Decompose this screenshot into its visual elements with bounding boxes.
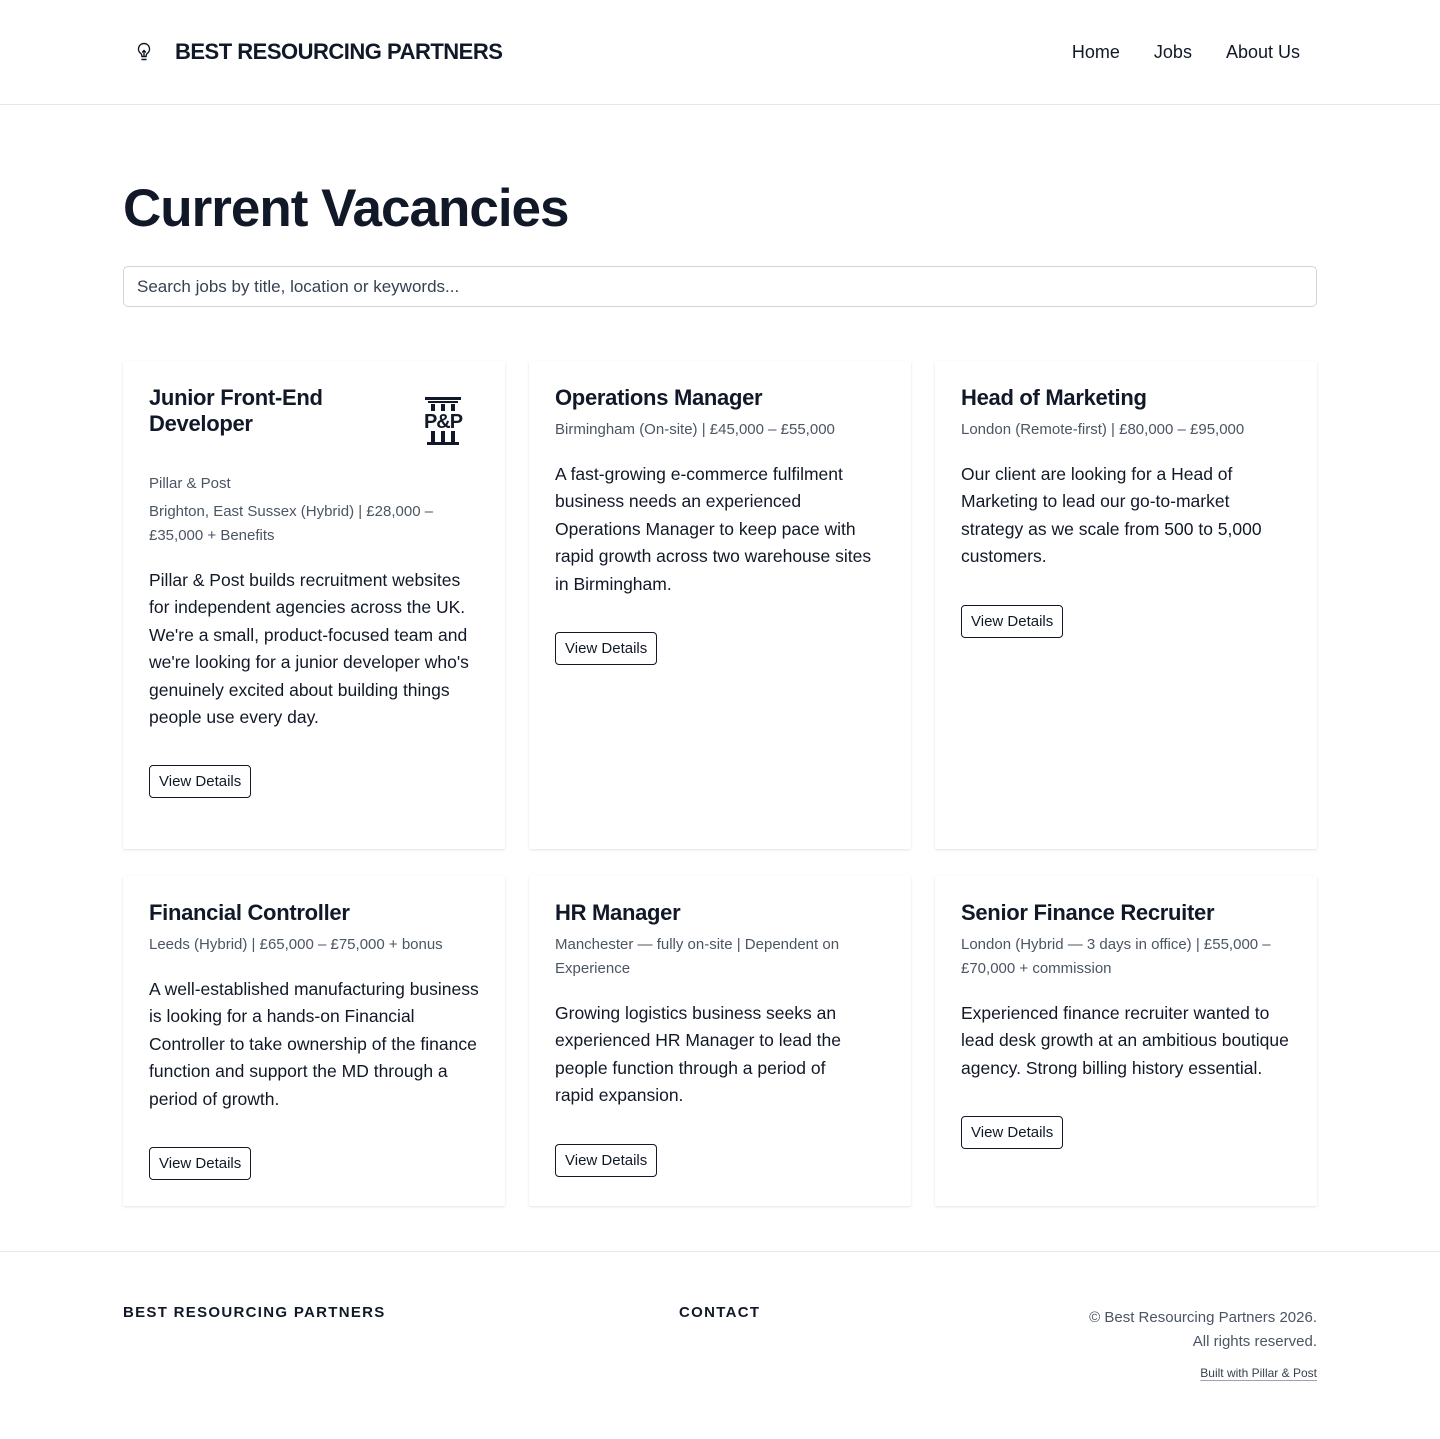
job-card-header (961, 900, 1291, 926)
job-title: Head of Marketing (961, 385, 1147, 410)
job-card (935, 876, 1317, 1206)
job-card (123, 361, 505, 849)
view-details-button[interactable]: View Details (961, 1116, 1063, 1149)
copyright-line-2: All rights reserved. (1192, 1333, 1317, 1350)
view-details-button[interactable]: View Details (149, 1147, 251, 1180)
job-title: Junior Front-End Developer (149, 385, 323, 436)
job-title: Financial Controller (149, 900, 350, 925)
job-card-header (149, 385, 479, 447)
page-title: Current Vacancies (123, 179, 569, 238)
job-meta: Manchester — fully on-site | Dependent on Experience (555, 936, 840, 977)
job-card-header (961, 385, 1291, 411)
job-description: Pillar & Post builds recruitment websites for independent agencies across the UK. We're a small, product-focused team and we're looking for a junior developer who's genuinely excited about building things people use every day. (149, 570, 469, 728)
nav-jobs[interactable]: Jobs (1153, 41, 1192, 62)
job-card-header (149, 900, 479, 926)
view-details-button[interactable]: View Details (149, 765, 251, 798)
footer-brand: BEST RESOURCING PARTNERS (123, 1304, 386, 1321)
job-title: Operations Manager (555, 385, 763, 410)
job-description: Growing logistics business seeks an experienced HR Manager to lead the people function through a period of rapid expansion. (555, 1003, 842, 1106)
company-name: Pillar & Post (149, 475, 231, 492)
job-title: Senior Finance Recruiter (961, 900, 1215, 925)
job-grid (123, 361, 1317, 1206)
site-footer (0, 1251, 1440, 1439)
job-card (935, 361, 1317, 849)
nav-about-us[interactable]: About Us (1225, 41, 1300, 62)
nav-home[interactable]: Home (1071, 41, 1120, 62)
view-details-button[interactable]: View Details (961, 605, 1063, 638)
main-nav (1072, 42, 1300, 63)
job-meta: Birmingham (On-site) | £45,000 – £55,000 (555, 421, 835, 438)
brand-name: BEST RESOURCING PARTNERS (175, 39, 503, 64)
pillar-and-post-logo (417, 395, 469, 447)
view-details-button[interactable]: View Details (555, 632, 657, 665)
job-description: A well-established manufacturing business is looking for a hands-on Financial Controller to take ownership of the finance function and support the MD through a period of growth. (149, 979, 479, 1109)
job-meta: London (Hybrid — 3 days in office) | £55,000 – £70,000 + commission (961, 936, 1271, 977)
job-search-input[interactable] (123, 266, 1317, 307)
site-header (0, 0, 1440, 105)
job-meta: Leeds (Hybrid) | £65,000 – £75,000 + bonus (149, 936, 443, 953)
job-card (123, 876, 505, 1206)
job-description: Experienced finance recruiter wanted to lead desk growth at an ambitious boutique agency. Strong billing history essential. (961, 1003, 1289, 1078)
main-content (0, 179, 1440, 1206)
lightbulb-icon (135, 41, 153, 63)
brand[interactable] (135, 39, 502, 65)
job-card (529, 361, 911, 849)
job-card-header (555, 385, 885, 411)
footer-legal (1089, 1306, 1317, 1382)
job-title: HR Manager (555, 900, 681, 925)
job-description: A fast-growing e-commerce fulfilment business needs an experienced Operations Manager to keep pace with rapid growth across two warehouse sites in Birmingham. (555, 464, 872, 594)
job-card-header (555, 900, 885, 926)
company-logo-text: P&P (423, 411, 463, 433)
job-meta: London (Remote-first) | £80,000 – £95,000 (961, 421, 1245, 438)
copyright-line-1: © Best Resourcing Partners 2026. (1089, 1309, 1317, 1326)
view-details-button[interactable]: View Details (555, 1144, 657, 1177)
footer-contact-heading: CONTACT (679, 1304, 761, 1321)
job-card (529, 876, 911, 1206)
job-description: Our client are looking for a Head of Marketing to lead our go-to-market strategy as we scale from 500 to 5,000 customers. (961, 464, 1262, 567)
built-with-link[interactable]: Built with Pillar & Post (1200, 1366, 1317, 1380)
job-meta: Brighton, East Sussex (Hybrid) | £28,000 – £35,000 + Benefits (149, 503, 434, 544)
